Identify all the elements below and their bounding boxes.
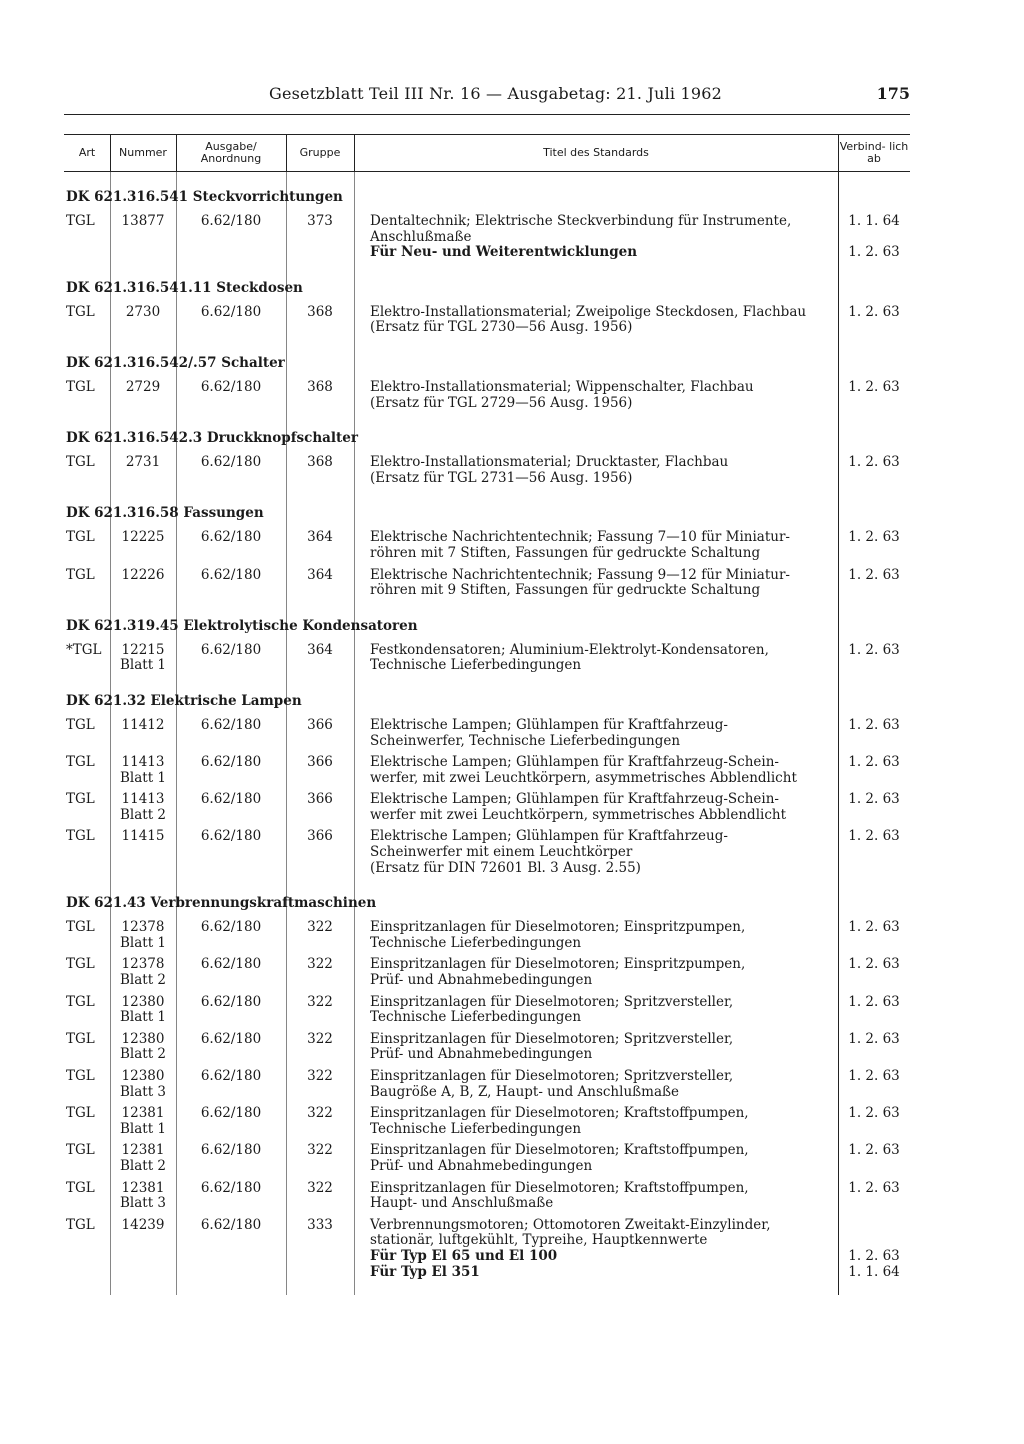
col-header-verbindlich: Verbind- lich ab bbox=[839, 139, 909, 165]
column-headers bbox=[64, 134, 910, 172]
title-line: Baugröße A, B, Z, Haupt- und Anschlußmaße bbox=[370, 1083, 680, 1100]
section-heading: DK 621.32 Elektrische Lampen bbox=[66, 692, 302, 709]
entry-title bbox=[354, 530, 838, 561]
entry-gruppe: 322 bbox=[307, 1142, 333, 1159]
table-row bbox=[64, 1032, 910, 1063]
entry-number: 11412 bbox=[121, 716, 165, 733]
entry-verbindlich bbox=[838, 1069, 910, 1100]
entry-title bbox=[354, 214, 838, 261]
table-row bbox=[64, 920, 910, 951]
entry-verbindlich bbox=[838, 1106, 910, 1137]
table-row bbox=[64, 455, 910, 486]
entry-art: TGL bbox=[66, 529, 95, 546]
entry-ausgabe: 6.62/180 bbox=[200, 956, 262, 973]
entry-art: TGL bbox=[66, 454, 95, 471]
entry-title bbox=[354, 305, 838, 336]
section-heading: DK 621.316.58 Fassungen bbox=[66, 505, 264, 522]
entry-ausgabe: 6.62/180 bbox=[200, 754, 262, 771]
entry-nummer bbox=[110, 305, 176, 336]
entry-number: 12215 bbox=[121, 641, 165, 658]
title-line: Einspritzanlagen für Dieselmotoren; Einspritzpumpen, bbox=[370, 956, 746, 973]
table-row bbox=[64, 643, 910, 674]
title-line: Elektrische Lampen; Glühlampen für Kraftfahrzeug-Schein- bbox=[370, 754, 779, 771]
entry-art: TGL bbox=[66, 993, 95, 1010]
entry-gruppe: 366 bbox=[307, 791, 333, 808]
entry-number: 12380 bbox=[121, 993, 165, 1010]
entry-gruppe: 368 bbox=[307, 378, 333, 395]
table-row bbox=[64, 380, 910, 411]
entry-date: 1. 2. 63 bbox=[848, 828, 900, 845]
entry-art: *TGL bbox=[66, 641, 102, 658]
entry-date: 1. 2. 63 bbox=[848, 641, 900, 658]
entry-number: 12378 bbox=[121, 956, 165, 973]
entry-art: TGL bbox=[66, 828, 95, 845]
entry-blatt: Blatt 2 bbox=[119, 1157, 167, 1174]
entry-blatt: Blatt 1 bbox=[119, 1009, 167, 1026]
entry-nummer bbox=[110, 1032, 176, 1063]
page-header bbox=[64, 84, 910, 115]
entry-ausgabe: 6.62/180 bbox=[200, 993, 262, 1010]
entry-verbindlich bbox=[838, 995, 910, 1026]
title-line: Elektrische Lampen; Glühlampen für Kraftfahrzeug- bbox=[370, 716, 728, 733]
title-line: Dentaltechnik; Elektrische Steckverbindung für Instrumente, bbox=[370, 213, 792, 229]
entry-art: TGL bbox=[66, 919, 95, 936]
col-header-gruppe: Gruppe bbox=[286, 135, 355, 171]
entry-title bbox=[354, 792, 838, 823]
entry-gruppe: 333 bbox=[307, 1216, 333, 1233]
entry-ausgabe: 6.62/180 bbox=[200, 791, 262, 808]
table-row bbox=[64, 1143, 910, 1174]
title-line: (Ersatz für TGL 2729—56 Ausg. 1956) bbox=[370, 394, 633, 411]
title-line: Einspritzanlagen für Dieselmotoren; Spritzversteller, bbox=[370, 1030, 734, 1047]
entry-gruppe: 366 bbox=[307, 828, 333, 845]
entry-title bbox=[354, 1218, 838, 1280]
title-line: Einspritzanlagen für Dieselmotoren; Kraftstoffpumpen, bbox=[370, 1142, 749, 1159]
entry-verbindlich bbox=[838, 829, 910, 876]
entry-verbindlich bbox=[838, 455, 910, 486]
entry-verbindlich bbox=[838, 380, 910, 411]
entry-nummer bbox=[110, 643, 176, 674]
title-line: Prüf- und Abnahmebedingungen bbox=[370, 1046, 593, 1063]
entry-ausgabe: 6.62/180 bbox=[200, 716, 262, 733]
entry-number: 11413 bbox=[121, 754, 165, 771]
entry-number: 12380 bbox=[121, 1030, 165, 1047]
entry-number: 12381 bbox=[121, 1105, 165, 1122]
entry-number: 2730 bbox=[125, 303, 161, 320]
entry-nummer bbox=[110, 1106, 176, 1137]
section bbox=[64, 356, 910, 411]
entry-verbindlich bbox=[838, 1181, 910, 1212]
entry-title bbox=[354, 643, 838, 674]
entry-gruppe: 322 bbox=[307, 956, 333, 973]
entry-title bbox=[354, 1106, 838, 1137]
table-row bbox=[64, 1106, 910, 1137]
standards-list bbox=[64, 170, 910, 1280]
title-line: (Ersatz für TGL 2731—56 Ausg. 1956) bbox=[370, 469, 633, 486]
title-line: Einspritzanlagen für Dieselmotoren; Spritzversteller, bbox=[370, 993, 734, 1010]
entry-title bbox=[354, 1032, 838, 1063]
table-row bbox=[64, 792, 910, 823]
section bbox=[64, 694, 910, 876]
entry-title bbox=[354, 957, 838, 988]
entry-ausgabe: 6.62/180 bbox=[200, 641, 262, 658]
entry-ausgabe: 6.62/180 bbox=[200, 566, 262, 583]
entry-date: 1. 2. 63 bbox=[848, 303, 900, 320]
entry-art: TGL bbox=[66, 754, 95, 771]
title-line: Elektro-Installationsmaterial; Zweipolige Steckdosen, Flachbau bbox=[370, 303, 807, 320]
entry-blatt: Blatt 3 bbox=[119, 1083, 167, 1100]
col-header-titel: Titel des Standards bbox=[354, 135, 839, 171]
entry-date: 1. 2. 63 bbox=[848, 566, 900, 583]
table-row bbox=[64, 214, 910, 261]
title-line: Scheinwerfer, Technische Lieferbedingungen bbox=[370, 732, 681, 749]
table-row bbox=[64, 995, 910, 1026]
sub-item: Für Typ El 351 bbox=[370, 1263, 480, 1280]
entry-nummer bbox=[110, 957, 176, 988]
title-line: Prüf- und Abnahmebedingungen bbox=[370, 972, 593, 989]
entry-art: TGL bbox=[66, 716, 95, 733]
title-line: Elektrische Lampen; Glühlampen für Kraftfahrzeug- bbox=[370, 828, 728, 845]
entry-nummer bbox=[110, 755, 176, 786]
entry-art: TGL bbox=[66, 1030, 95, 1047]
title-line: werfer, mit zwei Leuchtkörpern, asymmetrisches Abblendlicht bbox=[370, 769, 797, 786]
section bbox=[64, 896, 910, 1280]
title-line: Elektrische Lampen; Glühlampen für Kraftfahrzeug-Schein- bbox=[370, 791, 779, 808]
entry-title bbox=[354, 1143, 838, 1174]
title-line: Technische Lieferbedingungen bbox=[370, 934, 582, 951]
entry-gruppe: 364 bbox=[307, 641, 333, 658]
entry-date: 1. 2. 63 bbox=[848, 956, 900, 973]
entry-title bbox=[354, 1181, 838, 1212]
entry-nummer bbox=[110, 568, 176, 599]
entry-ausgabe: 6.62/180 bbox=[200, 1105, 262, 1122]
entry-art: TGL bbox=[66, 1105, 95, 1122]
entry-nummer bbox=[110, 792, 176, 823]
entry-ausgabe: 6.62/180 bbox=[200, 1216, 262, 1233]
entry-date: 1. 2. 63 bbox=[848, 1030, 900, 1047]
entry-number: 11415 bbox=[121, 828, 165, 845]
entry-gruppe: 364 bbox=[307, 529, 333, 546]
entry-nummer bbox=[110, 718, 176, 749]
title-line: stationär, luftgekühlt, Typreihe, Hauptkennwerte bbox=[370, 1232, 708, 1249]
entry-verbindlich bbox=[838, 920, 910, 951]
title-line: Anschlußmaße bbox=[370, 228, 472, 245]
entry-number: 12381 bbox=[121, 1179, 165, 1196]
entry-date: 1. 2. 63 bbox=[848, 791, 900, 808]
entry-blatt: Blatt 2 bbox=[119, 972, 167, 989]
entry-verbindlich bbox=[838, 1218, 910, 1280]
entry-title bbox=[354, 1069, 838, 1100]
entry-nummer bbox=[110, 214, 176, 261]
entry-ausgabe: 6.62/180 bbox=[200, 1142, 262, 1159]
title-line: Technische Lieferbedingungen bbox=[370, 1009, 582, 1026]
table-row bbox=[64, 755, 910, 786]
entry-blatt: Blatt 1 bbox=[119, 1120, 167, 1137]
table-row bbox=[64, 1181, 910, 1212]
entry-verbindlich bbox=[838, 792, 910, 823]
table-row bbox=[64, 568, 910, 599]
entry-art: TGL bbox=[66, 213, 95, 229]
section-heading: DK 621.316.541.11 Steckdosen bbox=[66, 279, 303, 296]
entry-verbindlich bbox=[838, 530, 910, 561]
entry-ausgabe: 6.62/180 bbox=[200, 919, 262, 936]
entry-art: TGL bbox=[66, 303, 95, 320]
title-line: Elektrische Nachrichtentechnik; Fassung 9—12 für Miniatur- bbox=[370, 566, 790, 583]
entry-number: 12226 bbox=[121, 566, 165, 583]
entry-nummer bbox=[110, 455, 176, 486]
section bbox=[64, 190, 910, 261]
entry-ausgabe: 6.62/180 bbox=[200, 454, 262, 471]
entry-gruppe: 364 bbox=[307, 566, 333, 583]
title-line: Einspritzanlagen für Dieselmotoren; Kraftstoffpumpen, bbox=[370, 1105, 749, 1122]
entry-ausgabe: 6.62/180 bbox=[200, 1179, 262, 1196]
col-header-nummer: Nummer bbox=[110, 135, 177, 171]
entry-art: TGL bbox=[66, 378, 95, 395]
title-line: Scheinwerfer mit einem Leuchtkörper bbox=[370, 844, 633, 861]
entry-title bbox=[354, 455, 838, 486]
entry-nummer bbox=[110, 829, 176, 876]
entry-date: 1. 2. 63 bbox=[848, 1142, 900, 1159]
entry-ausgabe: 6.62/180 bbox=[200, 303, 262, 320]
title-line: Technische Lieferbedingungen bbox=[370, 657, 582, 674]
entry-blatt: Blatt 2 bbox=[119, 1046, 167, 1063]
entry-art: TGL bbox=[66, 791, 95, 808]
entry-date: 1. 2. 63 bbox=[848, 919, 900, 936]
title-line: Verbrennungsmotoren; Ottomotoren Zweitakt-Einzylinder, bbox=[370, 1216, 771, 1233]
entry-title bbox=[354, 829, 838, 876]
title-line: Technische Lieferbedingungen bbox=[370, 1120, 582, 1137]
title-line: Haupt- und Anschlußmaße bbox=[370, 1195, 554, 1212]
entry-nummer bbox=[110, 995, 176, 1026]
section-heading: DK 621.316.542.3 Druckknopfschalter bbox=[66, 430, 358, 447]
entry-blatt: Blatt 3 bbox=[119, 1195, 167, 1212]
entry-title bbox=[354, 755, 838, 786]
entry-gruppe: 366 bbox=[307, 716, 333, 733]
section bbox=[64, 281, 910, 336]
entry-date: 1. 2. 63 bbox=[848, 754, 900, 771]
table-row bbox=[64, 718, 910, 749]
entry-verbindlich bbox=[838, 957, 910, 988]
title-line: Einspritzanlagen für Dieselmotoren; Spritzversteller, bbox=[370, 1068, 734, 1084]
entry-number: 2731 bbox=[125, 454, 161, 471]
title-line: Einspritzanlagen für Dieselmotoren; Kraftstoffpumpen, bbox=[370, 1179, 749, 1196]
entry-date: 1. 2. 63 bbox=[848, 378, 900, 395]
sub-item: Für Typ El 65 und El 100 bbox=[370, 1247, 558, 1264]
entry-art: TGL bbox=[66, 1068, 95, 1084]
entry-number: 12378 bbox=[121, 919, 165, 936]
title-line: Festkondensatoren; Aluminium-Elektrolyt-Kondensatoren, bbox=[370, 641, 769, 658]
entry-art: TGL bbox=[66, 566, 95, 583]
entry-verbindlich bbox=[838, 305, 910, 336]
entry-ausgabe: 6.62/180 bbox=[200, 529, 262, 546]
title-line: (Ersatz für DIN 72601 Bl. 3 Ausg. 2.55) bbox=[370, 859, 641, 876]
entry-gruppe: 322 bbox=[307, 919, 333, 936]
entry-date: 1. 2. 63 bbox=[848, 1068, 900, 1084]
title-line: Elektro-Installationsmaterial; Drucktaster, Flachbau bbox=[370, 454, 729, 471]
entry-art: TGL bbox=[66, 956, 95, 973]
title-line: Prüf- und Abnahmebedingungen bbox=[370, 1157, 593, 1174]
entry-date: 1. 2. 63 bbox=[848, 1105, 900, 1122]
section bbox=[64, 506, 910, 598]
title-line: werfer mit zwei Leuchtkörpern, symmetrisches Abblendlicht bbox=[370, 806, 787, 823]
table-row bbox=[64, 829, 910, 876]
col-header-ausgabe: Ausgabe/ Anordnung bbox=[176, 135, 287, 171]
entry-gruppe: 373 bbox=[307, 213, 333, 229]
entry-blatt: Blatt 1 bbox=[119, 657, 167, 674]
entry-verbindlich bbox=[838, 755, 910, 786]
entry-number: 13877 bbox=[121, 213, 165, 229]
sub-item: Für Neu- und Weiterentwicklungen bbox=[370, 244, 638, 261]
page-number: 175 bbox=[876, 84, 910, 103]
title-line: röhren mit 7 Stiften, Fassungen für gedruckte Schaltung bbox=[370, 544, 761, 561]
entry-title bbox=[354, 568, 838, 599]
entry-blatt: Blatt 2 bbox=[119, 806, 167, 823]
entry-gruppe: 322 bbox=[307, 1179, 333, 1196]
entry-art: TGL bbox=[66, 1179, 95, 1196]
entry-verbindlich bbox=[838, 718, 910, 749]
sub-item-date: 1. 1. 64 bbox=[848, 1263, 900, 1280]
title-line: Einspritzanlagen für Dieselmotoren; Einspritzpumpen, bbox=[370, 919, 746, 936]
entry-art: TGL bbox=[66, 1142, 95, 1159]
section bbox=[64, 619, 910, 674]
entry-nummer bbox=[110, 1218, 176, 1280]
sub-item-date: 1. 2. 63 bbox=[848, 1247, 900, 1264]
entry-number: 12225 bbox=[121, 529, 165, 546]
section-heading: DK 621.319.45 Elektrolytische Kondensatoren bbox=[66, 617, 418, 634]
entry-gruppe: 368 bbox=[307, 303, 333, 320]
title-line: röhren mit 9 Stiften, Fassungen für gedruckte Schaltung bbox=[370, 582, 761, 599]
entry-number: 11413 bbox=[121, 791, 165, 808]
entry-verbindlich bbox=[838, 643, 910, 674]
table-row bbox=[64, 305, 910, 336]
entry-verbindlich bbox=[838, 568, 910, 599]
title-line: Elektrische Nachrichtentechnik; Fassung 7—10 für Miniatur- bbox=[370, 529, 790, 546]
table-row bbox=[64, 1069, 910, 1100]
entry-date: 1. 2. 63 bbox=[848, 716, 900, 733]
entry-gruppe: 322 bbox=[307, 1030, 333, 1047]
entry-ausgabe: 6.62/180 bbox=[200, 213, 262, 229]
entry-nummer bbox=[110, 920, 176, 951]
title-line: (Ersatz für TGL 2730—56 Ausg. 1956) bbox=[370, 319, 633, 336]
entry-nummer bbox=[110, 1069, 176, 1100]
sub-item-date: 1. 2. 63 bbox=[848, 244, 900, 261]
entry-blatt: Blatt 1 bbox=[119, 769, 167, 786]
table-row bbox=[64, 530, 910, 561]
entry-ausgabe: 6.62/180 bbox=[200, 1030, 262, 1047]
entry-date: 1. 2. 63 bbox=[848, 1179, 900, 1196]
entry-ausgabe: 6.62/180 bbox=[200, 1068, 262, 1084]
col-header-art: Art bbox=[64, 135, 111, 171]
section-heading: DK 621.316.541 Steckvorrichtungen bbox=[66, 189, 343, 205]
entry-blatt: Blatt 1 bbox=[119, 934, 167, 951]
entry-title bbox=[354, 380, 838, 411]
entry-art: TGL bbox=[66, 1216, 95, 1233]
table-row bbox=[64, 957, 910, 988]
entry-nummer bbox=[110, 1143, 176, 1174]
entry-gruppe: 322 bbox=[307, 1105, 333, 1122]
entry-number: 12380 bbox=[121, 1068, 165, 1084]
entry-nummer bbox=[110, 1181, 176, 1212]
entry-nummer bbox=[110, 380, 176, 411]
entry-ausgabe: 6.62/180 bbox=[200, 378, 262, 395]
entry-date: 1. 2. 63 bbox=[848, 529, 900, 546]
entry-verbindlich bbox=[838, 214, 910, 261]
section-heading: DK 621.316.542/.57 Schalter bbox=[66, 354, 285, 371]
entry-nummer bbox=[110, 530, 176, 561]
entry-verbindlich bbox=[838, 1143, 910, 1174]
entry-number: 12381 bbox=[121, 1142, 165, 1159]
entry-title bbox=[354, 718, 838, 749]
entry-number: 14239 bbox=[121, 1216, 165, 1233]
entry-number: 2729 bbox=[125, 378, 161, 395]
header-title: Gesetzblatt Teil III Nr. 16 — Ausgabetag: 21. Juli 1962 bbox=[269, 84, 723, 103]
entry-ausgabe: 6.62/180 bbox=[200, 828, 262, 845]
entry-title bbox=[354, 995, 838, 1026]
entry-date: 1. 1. 64 bbox=[848, 213, 900, 229]
entry-gruppe: 368 bbox=[307, 454, 333, 471]
section-heading: DK 621.43 Verbrennungskraftmaschinen bbox=[66, 895, 377, 912]
entry-gruppe: 322 bbox=[307, 993, 333, 1010]
entry-date: 1. 2. 63 bbox=[848, 993, 900, 1010]
entry-date: 1. 2. 63 bbox=[848, 454, 900, 471]
entry-verbindlich bbox=[838, 1032, 910, 1063]
entry-gruppe: 366 bbox=[307, 754, 333, 771]
table-row bbox=[64, 1218, 910, 1280]
section bbox=[64, 431, 910, 486]
entry-title bbox=[354, 920, 838, 951]
entry-gruppe: 322 bbox=[307, 1068, 333, 1084]
title-line: Elektro-Installationsmaterial; Wippenschalter, Flachbau bbox=[370, 378, 754, 395]
